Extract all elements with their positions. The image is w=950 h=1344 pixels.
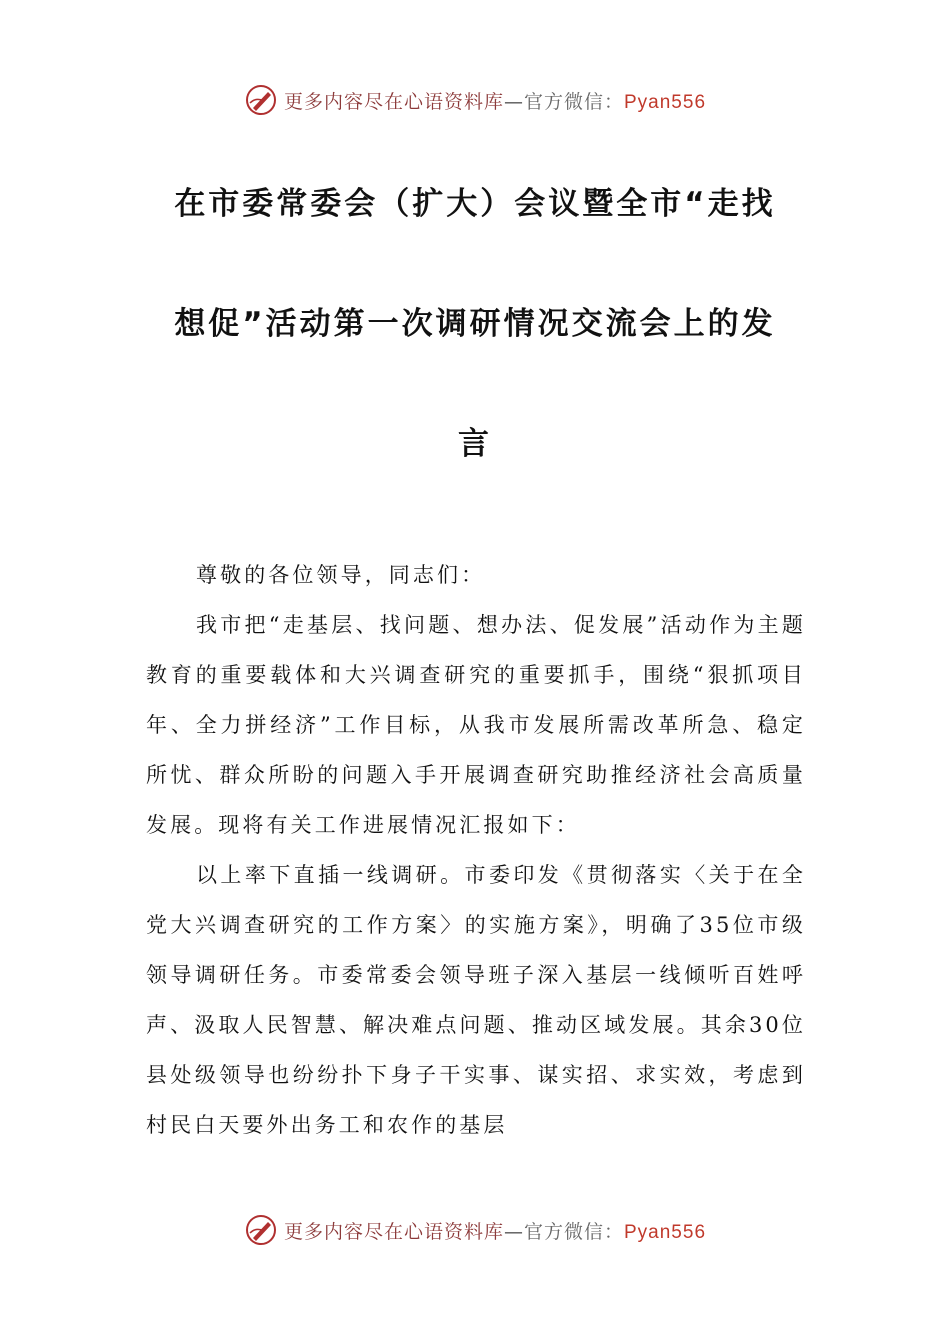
- header-banner: [0, 80, 950, 120]
- title-line-2: 想促”活动第一次调研情况交流会上的发: [174, 306, 776, 342]
- salutation: 尊敬的各位领导，同志们：: [196, 563, 486, 587]
- paragraph-2: 以上率下直插一线调研。市委印发《贯彻落实〈关于在全党大兴调查研究的工作方案〉的实施方案》，明确了35位市级领导调研任务。市委常委会领导班子深入基层一线倾听百姓呼声、汲取人民智慧、解决难点问题、推动区域发展。其余30位县处级领导也纷纷扑下身子干实事、谋实招、求实效，考虑到村民白天要外出务工和农作的基层: [146, 863, 806, 1137]
- document-body: [146, 550, 806, 1150]
- pen-logo-icon: [244, 83, 278, 117]
- banner-wechat-id: Pyan556: [624, 1221, 707, 1243]
- footer-banner: [0, 1210, 950, 1250]
- banner-wechat-label: 官方微信：: [523, 90, 624, 113]
- banner-wechat-label: 官方微信：: [523, 1220, 624, 1243]
- banner-main-text: 更多内容尽在心语资料库: [283, 1220, 504, 1243]
- banner-main-text: 更多内容尽在心语资料库: [283, 90, 504, 113]
- pen-logo-icon: [244, 1213, 278, 1247]
- title-line-1: 在市委常委会（扩大）会议暨全市“走找: [174, 186, 776, 222]
- title-line-3: 言: [458, 426, 492, 462]
- banner-separator: —: [503, 1220, 524, 1243]
- banner-separator: —: [503, 90, 524, 113]
- paragraph-1: 我市把“走基层、找问题、想办法、促发展”活动作为主题教育的重要载体和大兴调查研究的重要抓手，围绕“狠抓项目年、全力拼经济”工作目标，从我市发展所需改革所急、稳定所忧、群众所盼的问题入手开展调查研究助推经济社会高质量发展。现将有关工作进展情况汇报如下：: [146, 613, 806, 837]
- banner-wechat-id: Pyan556: [624, 91, 707, 113]
